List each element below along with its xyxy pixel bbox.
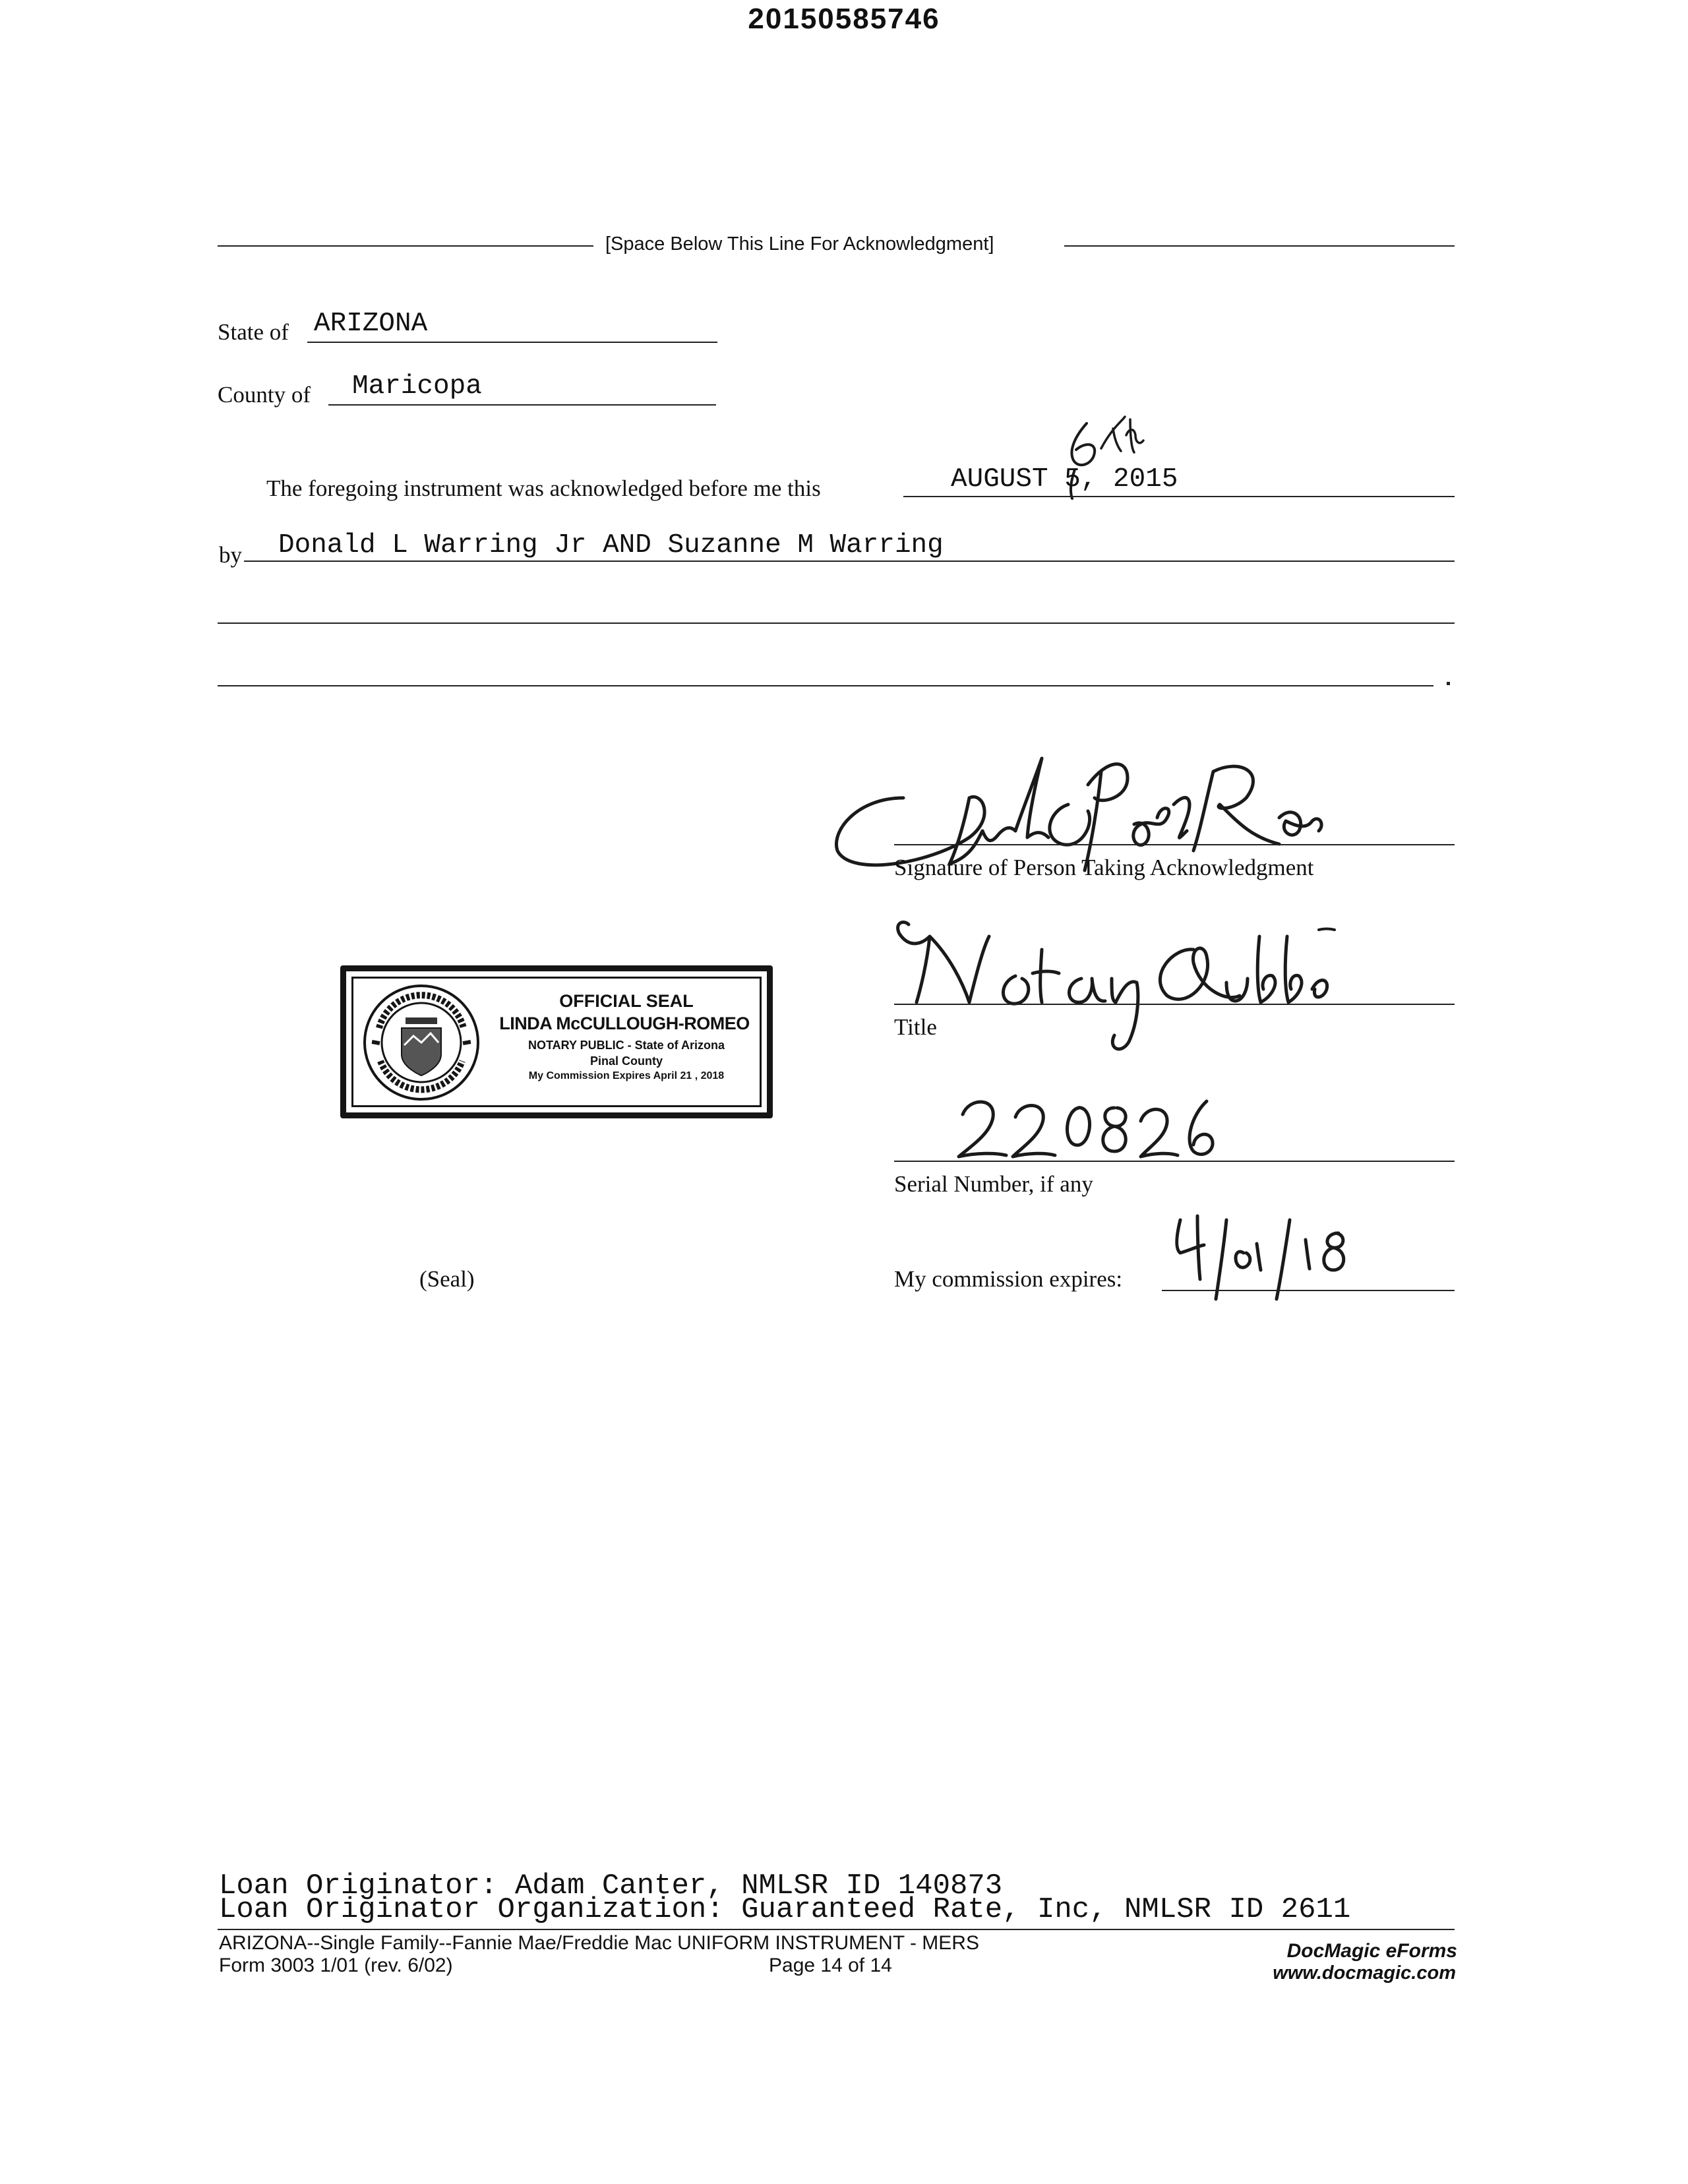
notary-title-handwritten (884, 910, 1345, 1062)
seal-line-county: Pinal County (589, 1054, 663, 1068)
seal-line-notary-public: NOTARY PUBLIC - State of Arizona (528, 1039, 725, 1052)
footer-website: www.docmagic.com (1273, 1962, 1456, 1984)
state-value: ARIZONA (314, 309, 428, 339)
official-seal-stamp (340, 965, 773, 1118)
serial-rule (894, 1161, 1455, 1162)
by-rule-1 (244, 561, 1455, 562)
seal-label: (Seal) (419, 1266, 475, 1292)
trailing-dot (1447, 682, 1450, 685)
seal-notary-name: LINDA McCULLOUGH-ROMEO (499, 1014, 750, 1033)
acknowledgment-date-rule (903, 496, 1455, 497)
seal-line-expires: My Commission Expires April 21 , 2018 (528, 1070, 725, 1081)
document-number: 20150585746 (748, 3, 940, 35)
by-value: Donald L Warring Jr AND Suzanne M Warring (278, 530, 944, 561)
footer-page-number: Page 14 of 14 (769, 1955, 892, 1976)
acknowledgment-text: The foregoing instrument was acknowledged before me this (266, 475, 821, 501)
county-label: County of (218, 382, 311, 408)
header-rule-left (218, 245, 593, 247)
state-label: State of (218, 319, 289, 345)
footer-form-number: Form 3003 1/01 (rev. 6/02) (219, 1955, 453, 1976)
serial-label: Serial Number, if any (894, 1171, 1093, 1197)
expires-rule (1162, 1290, 1455, 1291)
loan-originator-organization-line: Loan Originator Organization: Guaranteed Rate, Inc, NMLSR ID 2611 (219, 1893, 1351, 1926)
loan-originator-line: Loan Originator: Adam Canter, NMLSR ID 140873 (219, 1869, 1003, 1902)
by-rule-3 (218, 685, 1433, 686)
header-rule-right (1064, 245, 1455, 247)
county-value: Maricopa (352, 371, 482, 402)
state-rule (307, 342, 717, 343)
footer-form-title: ARIZONA--Single Family--Fannie Mae/Freddie Mac UNIFORM INSTRUMENT - MERS (219, 1932, 979, 1954)
footer-rule (218, 1929, 1455, 1930)
signature-rule (894, 844, 1455, 845)
acknowledgment-date: AUGUST 5, 2015 (951, 464, 1178, 495)
seal-title: OFFICIAL SEAL (559, 991, 694, 1011)
county-rule (328, 404, 716, 406)
footer-brand-logo: DocMagic eForms (1286, 1940, 1457, 1962)
acknowledgment-header: [Space Below This Line For Acknowledgment] (605, 233, 994, 255)
by-label: by (219, 542, 242, 568)
expires-label: My commission expires: (894, 1266, 1123, 1292)
title-rule (894, 1004, 1455, 1005)
signature-label: Signature of Person Taking Acknowledgment (894, 855, 1314, 880)
by-rule-2 (218, 622, 1455, 624)
title-label: Title (894, 1014, 937, 1040)
arizona-state-seal-icon (361, 982, 482, 1103)
